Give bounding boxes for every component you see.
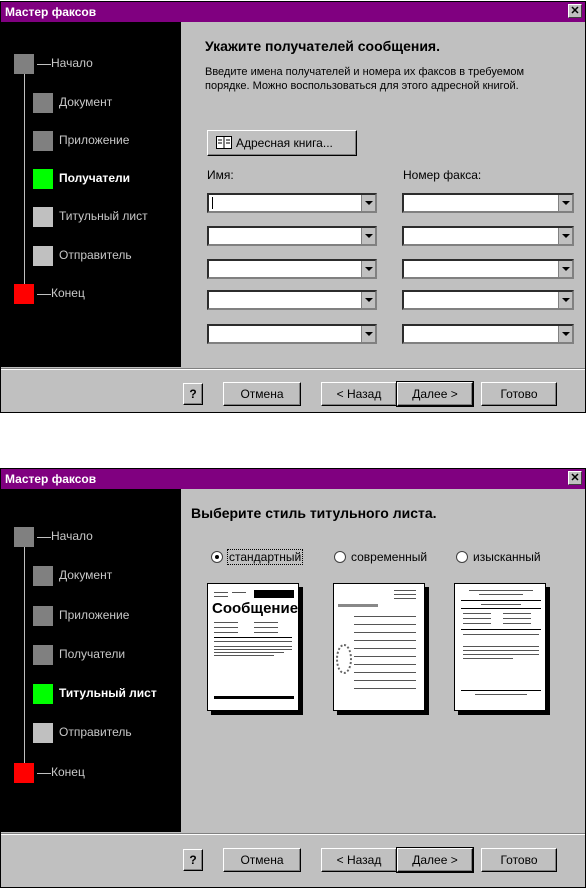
step-tick — [37, 773, 51, 774]
step-tick — [37, 64, 51, 65]
finish-button[interactable]: Готово — [481, 848, 557, 872]
page-heading: Выберите стиль титульного листа. — [191, 505, 437, 521]
recipient-fax-combo-1[interactable] — [402, 193, 574, 213]
fax-wizard-window-recipients — [0, 1, 586, 413]
recipient-fax-combo-4[interactable] — [402, 290, 574, 310]
step-document-marker — [33, 93, 53, 113]
step-start — [14, 54, 174, 74]
close-button[interactable]: ✕ — [568, 471, 582, 485]
step-sender-label: Отправитель — [59, 725, 132, 739]
next-button[interactable]: Далее > — [397, 382, 473, 406]
dropdown-arrow-icon[interactable] — [361, 292, 375, 308]
fax-column-header: Номер факса: — [403, 168, 482, 182]
dropdown-arrow-icon[interactable] — [558, 292, 572, 308]
address-book-button[interactable] — [207, 130, 357, 156]
step-cover-page — [33, 684, 178, 704]
step-recipients-label: Получатели — [59, 171, 130, 185]
help-button[interactable]: ? — [183, 849, 203, 871]
text-caret — [212, 197, 213, 209]
name-column-header: Имя: — [207, 168, 234, 182]
step-cover-page-marker — [33, 684, 53, 704]
step-recipients — [33, 645, 178, 665]
steps-line — [24, 544, 25, 774]
step-recipients-marker — [33, 169, 53, 189]
style-elegant-label: изысканный — [473, 550, 541, 564]
dropdown-arrow-icon[interactable] — [558, 228, 572, 244]
recipient-name-combo-2[interactable] — [207, 226, 377, 246]
dropdown-arrow-icon[interactable] — [558, 326, 572, 342]
button-bar — [1, 368, 585, 413]
elegant-cover-preview[interactable] — [454, 583, 546, 711]
step-attachment — [33, 606, 178, 626]
style-standard-label: стандартный — [229, 550, 302, 564]
next-button[interactable]: Далее > — [397, 848, 473, 872]
step-sender — [33, 246, 178, 266]
step-start-marker — [14, 527, 34, 547]
step-sender-marker — [33, 723, 53, 743]
address-book-label: Адресная книга... — [236, 136, 333, 150]
step-document — [33, 93, 178, 113]
recipient-name-combo-5[interactable] — [207, 324, 377, 344]
step-recipients-marker — [33, 645, 53, 665]
step-start-label: Начало — [51, 529, 93, 543]
page-heading: Укажите получателей сообщения. — [205, 38, 440, 54]
step-recipients-label: Получатели — [59, 647, 126, 661]
step-end-marker — [14, 763, 34, 783]
back-button[interactable]: < Назад — [321, 382, 397, 406]
recipient-fax-combo-2[interactable] — [402, 226, 574, 246]
finish-button[interactable]: Готово — [481, 382, 557, 406]
window-title: Мастер факсов — [5, 472, 97, 486]
close-button[interactable]: ✕ — [568, 4, 582, 18]
step-start-label: Начало — [51, 56, 93, 70]
step-tick — [37, 537, 51, 538]
recipient-name-combo-4[interactable] — [207, 290, 377, 310]
style-modern-label: современный — [351, 550, 428, 564]
radio-dot — [215, 555, 219, 559]
step-sender — [33, 723, 178, 743]
dropdown-arrow-icon[interactable] — [361, 195, 375, 211]
wizard-steps-panel — [1, 22, 181, 367]
step-start — [14, 527, 174, 547]
radio-button[interactable] — [456, 551, 468, 563]
step-document — [33, 566, 178, 586]
step-attachment-marker — [33, 131, 53, 151]
title-bar — [1, 2, 585, 22]
step-end — [14, 284, 174, 304]
preview-title: Сообщение — [212, 600, 299, 617]
window-title: Мастер факсов — [5, 5, 97, 19]
back-button[interactable]: < Назад — [321, 848, 397, 872]
dropdown-arrow-icon[interactable] — [361, 261, 375, 277]
description-line-2: порядке. Можно воспользоваться для этого адресной книгой. — [205, 80, 519, 92]
step-document-marker — [33, 566, 53, 586]
recipient-name-combo-3[interactable] — [207, 259, 377, 279]
button-bar — [1, 833, 585, 888]
step-document-label: Документ — [59, 95, 113, 109]
radio-button[interactable] — [334, 551, 346, 563]
step-end-marker — [14, 284, 34, 304]
help-button[interactable]: ? — [183, 383, 203, 405]
step-sender-marker — [33, 246, 53, 266]
step-recipients — [33, 169, 178, 189]
step-cover-page-label: Титульный лист — [59, 209, 148, 223]
dropdown-arrow-icon[interactable] — [558, 261, 572, 277]
step-cover-page-label: Титульный лист — [59, 686, 157, 700]
step-tick — [37, 294, 51, 295]
fax-wizard-window-cover-page — [0, 468, 586, 888]
step-attachment-label: Приложение — [59, 133, 130, 147]
standard-cover-preview[interactable] — [207, 583, 299, 711]
step-attachment — [33, 131, 178, 151]
recipient-name-combo-1[interactable] — [207, 193, 377, 213]
address-book-icon — [216, 136, 232, 150]
step-end-label: Конец — [51, 286, 85, 300]
cancel-button[interactable]: Отмена — [223, 848, 301, 872]
radio-button[interactable] — [211, 551, 223, 563]
step-sender-label: Отправитель — [59, 248, 132, 262]
description-line-1: Введите имена получателей и номера их факсов в требуемом — [205, 66, 525, 78]
title-bar — [1, 469, 585, 489]
step-start-marker — [14, 54, 34, 74]
step-cover-page-marker — [33, 207, 53, 227]
dropdown-arrow-icon[interactable] — [558, 195, 572, 211]
step-document-label: Документ — [59, 568, 113, 582]
step-end — [14, 763, 174, 783]
recipient-fax-combo-5[interactable] — [402, 324, 574, 344]
dropdown-arrow-icon[interactable] — [361, 326, 375, 342]
recipient-fax-combo-3[interactable] — [402, 259, 574, 279]
step-end-label: Конец — [51, 765, 85, 779]
preview-header-bar — [254, 590, 294, 598]
step-cover-page — [33, 207, 178, 227]
step-attachment-label: Приложение — [59, 608, 130, 622]
step-attachment-marker — [33, 606, 53, 626]
steps-line — [24, 71, 25, 296]
cancel-button[interactable]: Отмена — [223, 382, 301, 406]
modern-cover-preview[interactable] — [333, 583, 425, 711]
wizard-steps-panel — [1, 489, 181, 832]
dropdown-arrow-icon[interactable] — [361, 228, 375, 244]
